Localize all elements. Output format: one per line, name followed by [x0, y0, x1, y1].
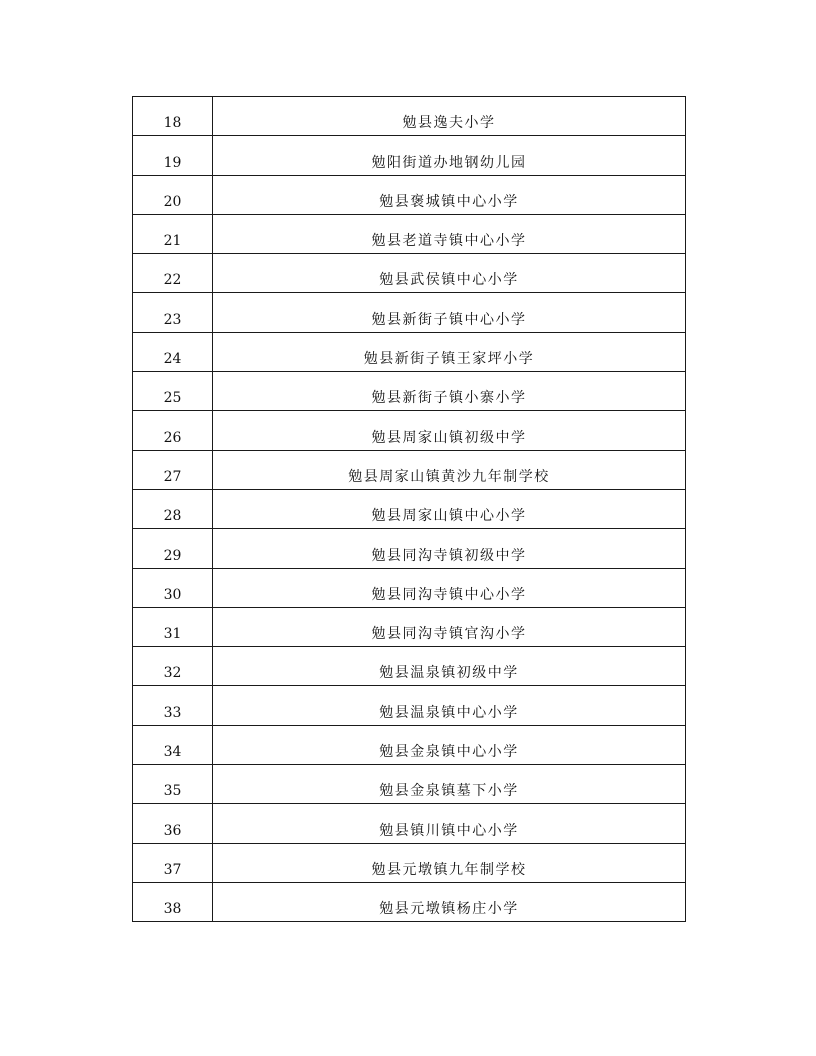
row-number-cell	[133, 489, 213, 528]
school-name-cell	[213, 97, 686, 136]
table-row	[133, 332, 686, 371]
table-row	[133, 97, 686, 136]
row-number-cell	[133, 254, 213, 293]
row-number-cell	[133, 804, 213, 843]
table-row	[133, 725, 686, 764]
row-number: 30	[163, 586, 182, 603]
school-name: 勉县周家山镇中心小学	[371, 508, 527, 525]
table-row	[133, 450, 686, 489]
school-name: 勉县温泉镇初级中学	[379, 665, 519, 682]
school-name-cell	[213, 765, 686, 804]
school-name: 勉县元墩镇杨庄小学	[379, 901, 519, 918]
school-name: 勉县同沟寺镇官沟小学	[371, 626, 527, 643]
school-name-cell	[213, 372, 686, 411]
row-number: 25	[163, 390, 182, 407]
school-name: 勉阳街道办地钢幼儿园	[371, 154, 527, 171]
school-name-cell	[213, 332, 686, 371]
table-row	[133, 686, 686, 725]
table-row	[133, 765, 686, 804]
table-row	[133, 607, 686, 646]
school-name-cell	[213, 529, 686, 568]
school-name-cell	[213, 136, 686, 175]
row-number: 31	[163, 626, 182, 643]
row-number: 27	[163, 468, 182, 485]
school-name-cell	[213, 843, 686, 882]
row-number: 19	[163, 154, 182, 171]
school-name-cell	[213, 450, 686, 489]
row-number-cell	[133, 411, 213, 450]
school-name: 勉县褒城镇中心小学	[379, 193, 519, 210]
school-name-cell	[213, 607, 686, 646]
row-number-cell	[133, 214, 213, 253]
row-number: 23	[163, 311, 182, 328]
school-name: 勉县周家山镇初级中学	[371, 429, 527, 446]
row-number: 20	[163, 193, 182, 210]
table-row	[133, 568, 686, 607]
row-number: 38	[163, 901, 182, 918]
row-number-cell	[133, 372, 213, 411]
row-number: 29	[163, 547, 182, 564]
row-number: 36	[163, 822, 182, 839]
school-name: 勉县新街子镇中心小学	[371, 311, 527, 328]
row-number-cell	[133, 136, 213, 175]
table-row	[133, 489, 686, 528]
school-name-cell	[213, 489, 686, 528]
school-name-cell	[213, 175, 686, 214]
row-number: 18	[163, 115, 182, 132]
row-number: 32	[163, 665, 182, 682]
row-number: 33	[163, 704, 182, 721]
school-name-cell	[213, 647, 686, 686]
table-row	[133, 647, 686, 686]
school-name-cell	[213, 804, 686, 843]
school-name: 勉县逸夫小学	[402, 115, 496, 132]
table-row	[133, 254, 686, 293]
school-name-cell	[213, 686, 686, 725]
school-name-cell	[213, 568, 686, 607]
row-number: 28	[163, 508, 182, 525]
row-number-cell	[133, 568, 213, 607]
school-name: 勉县同沟寺镇初级中学	[371, 547, 527, 564]
school-name-cell	[213, 882, 686, 921]
table-row	[133, 293, 686, 332]
school-list-body	[133, 97, 686, 922]
table-row	[133, 843, 686, 882]
school-name-cell	[213, 293, 686, 332]
row-number-cell	[133, 882, 213, 921]
row-number-cell	[133, 175, 213, 214]
row-number-cell	[133, 97, 213, 136]
table-row	[133, 882, 686, 921]
row-number: 21	[163, 233, 182, 250]
school-name-cell	[213, 725, 686, 764]
school-name: 勉县武侯镇中心小学	[379, 272, 519, 289]
row-number-cell	[133, 332, 213, 371]
row-number: 34	[163, 744, 182, 761]
row-number-cell	[133, 843, 213, 882]
row-number-cell	[133, 765, 213, 804]
row-number-cell	[133, 725, 213, 764]
school-name-cell	[213, 411, 686, 450]
school-name-cell	[213, 254, 686, 293]
row-number: 37	[163, 861, 182, 878]
school-name: 勉县同沟寺镇中心小学	[371, 586, 527, 603]
row-number: 35	[163, 783, 182, 800]
school-list-table	[132, 96, 686, 922]
school-name: 勉县温泉镇中心小学	[379, 704, 519, 721]
school-name: 勉县新街子镇王家坪小学	[363, 351, 535, 368]
row-number-cell	[133, 293, 213, 332]
row-number: 24	[163, 351, 182, 368]
school-name: 勉县镇川镇中心小学	[379, 822, 519, 839]
row-number-cell	[133, 529, 213, 568]
table-row	[133, 372, 686, 411]
table-row	[133, 175, 686, 214]
row-number: 26	[163, 429, 182, 446]
table-row	[133, 411, 686, 450]
table-row	[133, 529, 686, 568]
row-number: 22	[163, 272, 182, 289]
school-name: 勉县周家山镇黄沙九年制学校	[348, 468, 550, 485]
school-name-cell	[213, 214, 686, 253]
table-row	[133, 214, 686, 253]
row-number-cell	[133, 450, 213, 489]
row-number-cell	[133, 647, 213, 686]
table-row	[133, 804, 686, 843]
school-name: 勉县金泉镇墓下小学	[379, 783, 519, 800]
school-name: 勉县新街子镇小寨小学	[371, 390, 527, 407]
row-number-cell	[133, 607, 213, 646]
row-number-cell	[133, 686, 213, 725]
table-row	[133, 136, 686, 175]
school-name: 勉县老道寺镇中心小学	[371, 233, 527, 250]
school-name: 勉县元墩镇九年制学校	[371, 861, 527, 878]
school-name: 勉县金泉镇中心小学	[379, 744, 519, 761]
